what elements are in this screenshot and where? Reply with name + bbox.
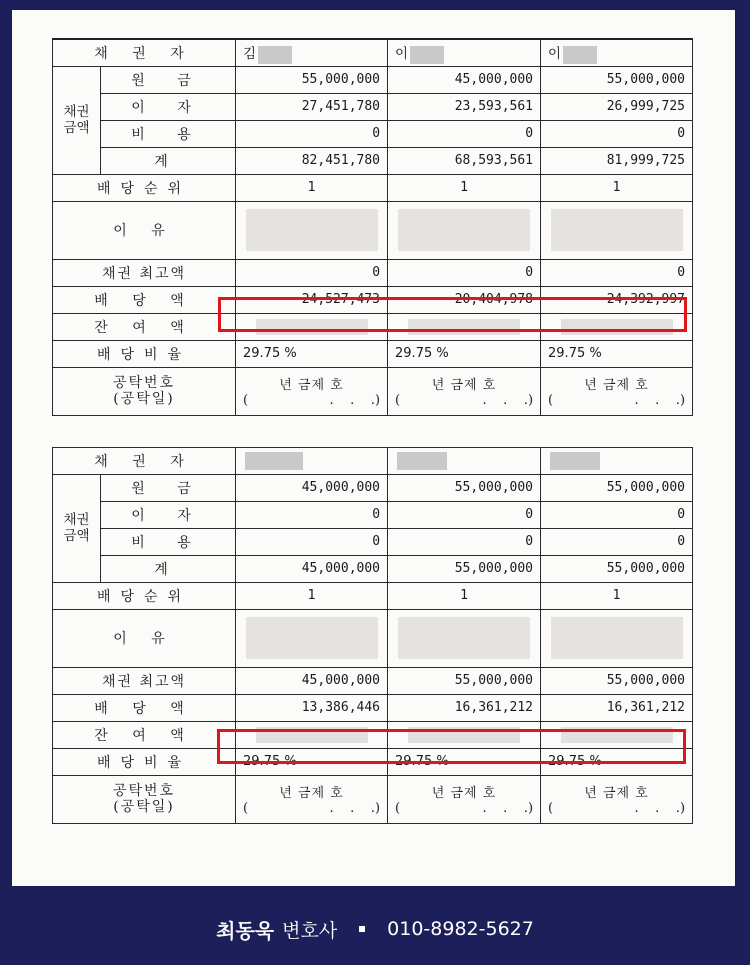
max-claim-value: 0 <box>236 259 388 286</box>
redacted-block <box>561 727 673 743</box>
interest-value: 0 <box>236 501 388 528</box>
cost-value: 0 <box>388 120 541 147</box>
interest-row <box>53 501 693 528</box>
interest-row <box>53 93 693 120</box>
total-value: 55,000,000 <box>541 555 693 582</box>
cost-row <box>53 528 693 555</box>
distribution-table <box>52 38 693 824</box>
creditor-label: 채 권 자 <box>53 39 236 66</box>
principal-value: 55,000,000 <box>541 474 693 501</box>
rank-value: 1 <box>388 174 541 201</box>
dividend-row <box>53 694 693 721</box>
principal-value: 55,000,000 <box>236 66 388 93</box>
ratio-label: 배당비율 <box>53 748 236 775</box>
creditor-row <box>53 39 693 66</box>
max-claim-row <box>53 259 693 286</box>
rank-value: 1 <box>541 174 693 201</box>
reason-redacted <box>388 609 541 667</box>
rank-value: 1 <box>388 582 541 609</box>
interest-label: 이 자 <box>101 93 236 120</box>
redacted-block <box>561 319 673 335</box>
claim-amount-group-label: 채권 금액 <box>53 474 101 582</box>
creditor-name <box>236 447 388 474</box>
balance-label: 잔 여 액 <box>53 721 236 748</box>
dividend-value: 24,392,997 <box>541 286 693 313</box>
redacted-name <box>245 452 303 470</box>
footer-contact <box>0 893 750 965</box>
lawyer-title: 변호사 <box>282 919 338 942</box>
balance-redacted <box>236 721 388 748</box>
total-label: 계 <box>101 555 236 582</box>
redacted-block <box>398 617 530 659</box>
interest-label: 이 자 <box>101 501 236 528</box>
cost-value: 0 <box>541 120 693 147</box>
deposit-cell: 년 금제 호 ( . . .) <box>541 367 693 415</box>
deposit-row <box>53 775 693 823</box>
redacted-name <box>258 46 292 64</box>
dividend-label: 배 당 액 <box>53 694 236 721</box>
reason-row <box>53 201 693 259</box>
reason-redacted <box>541 201 693 259</box>
interest-value: 0 <box>541 501 693 528</box>
deposit-cell: 년 금제 호 ( . . .) <box>236 367 388 415</box>
redacted-block <box>551 617 683 659</box>
rank-label: 배당순위 <box>53 582 236 609</box>
ratio-value: 29.75 % <box>388 340 541 367</box>
total-value: 68,593,561 <box>388 147 541 174</box>
ratio-value: 29.75 % <box>388 748 541 775</box>
principal-value: 45,000,000 <box>236 474 388 501</box>
redacted-name <box>397 452 447 470</box>
deposit-row <box>53 367 693 415</box>
balance-redacted <box>541 721 693 748</box>
max-claim-value: 0 <box>541 259 693 286</box>
reason-redacted <box>388 201 541 259</box>
cost-value: 0 <box>236 120 388 147</box>
deposit-cell: 년 금제 호 ( . . .) <box>388 367 541 415</box>
principal-label: 원 금 <box>101 66 236 93</box>
deposit-cell: 년 금제 호 ( . . .) <box>541 775 693 823</box>
ratio-row <box>53 748 693 775</box>
rank-row <box>53 582 693 609</box>
rank-row <box>53 174 693 201</box>
balance-redacted <box>388 313 541 340</box>
max-claim-label: 채권 최고액 <box>53 259 236 286</box>
ratio-value: 29.75 % <box>236 340 388 367</box>
balance-label: 잔 여 액 <box>53 313 236 340</box>
redacted-name <box>563 46 597 64</box>
reason-redacted <box>236 609 388 667</box>
dividend-value: 13,386,446 <box>236 694 388 721</box>
separator-dot-icon <box>359 926 365 932</box>
deposit-label: 공탁번호 (공탁일) <box>53 367 236 415</box>
deposit-cell: 년 금제 호 ( . . .) <box>388 775 541 823</box>
balance-redacted <box>541 313 693 340</box>
reason-label: 이 유 <box>53 609 236 667</box>
claim-amount-group-label: 채권 금액 <box>53 66 101 174</box>
section-gap <box>53 415 693 447</box>
rank-value: 1 <box>236 582 388 609</box>
total-label: 계 <box>101 147 236 174</box>
dividend-value: 24,527,473 <box>236 286 388 313</box>
cost-label: 비 용 <box>101 528 236 555</box>
dividend-value: 16,361,212 <box>541 694 693 721</box>
deposit-cell: 년 금제 호 ( . . .) <box>236 775 388 823</box>
redacted-block <box>551 209 683 251</box>
ratio-value: 29.75 % <box>541 748 693 775</box>
cost-value: 0 <box>388 528 541 555</box>
max-claim-value: 55,000,000 <box>388 667 541 694</box>
total-value: 45,000,000 <box>236 555 388 582</box>
cost-label: 비 용 <box>101 120 236 147</box>
rank-value: 1 <box>236 174 388 201</box>
creditor-row <box>53 447 693 474</box>
balance-row <box>53 313 693 340</box>
balance-row <box>53 721 693 748</box>
total-value: 82,451,780 <box>236 147 388 174</box>
creditor-name: 이 <box>388 39 541 66</box>
reason-redacted <box>541 609 693 667</box>
total-value: 81,999,725 <box>541 147 693 174</box>
creditor-name: 김 <box>236 39 388 66</box>
redacted-block <box>246 617 378 659</box>
ratio-value: 29.75 % <box>236 748 388 775</box>
balance-redacted <box>388 721 541 748</box>
total-value: 55,000,000 <box>388 555 541 582</box>
ratio-row <box>53 340 693 367</box>
principal-label: 원 금 <box>101 474 236 501</box>
rank-label: 배당순위 <box>53 174 236 201</box>
interest-value: 23,593,561 <box>388 93 541 120</box>
redacted-block <box>256 727 368 743</box>
ratio-value: 29.75 % <box>541 340 693 367</box>
dividend-value: 20,404,978 <box>388 286 541 313</box>
cost-value: 0 <box>236 528 388 555</box>
distribution-table-document <box>12 10 735 886</box>
creditor-name: 이 <box>541 39 693 66</box>
redacted-block <box>256 319 368 335</box>
max-claim-label: 채권 최고액 <box>53 667 236 694</box>
phone-number: 010-8982-5627 <box>387 918 534 940</box>
dividend-row <box>53 286 693 313</box>
balance-redacted <box>236 313 388 340</box>
max-claim-value: 0 <box>388 259 541 286</box>
dividend-value: 16,361,212 <box>388 694 541 721</box>
principal-value: 55,000,000 <box>388 474 541 501</box>
reason-row <box>53 609 693 667</box>
dividend-label: 배 당 액 <box>53 286 236 313</box>
redacted-block <box>408 319 520 335</box>
reason-label: 이 유 <box>53 201 236 259</box>
principal-value: 55,000,000 <box>541 66 693 93</box>
max-claim-value: 45,000,000 <box>236 667 388 694</box>
principal-value: 45,000,000 <box>388 66 541 93</box>
ratio-label: 배당비율 <box>53 340 236 367</box>
redacted-block <box>246 209 378 251</box>
interest-value: 26,999,725 <box>541 93 693 120</box>
redacted-name <box>550 452 600 470</box>
interest-value: 0 <box>388 501 541 528</box>
cost-row <box>53 120 693 147</box>
max-claim-row <box>53 667 693 694</box>
principal-row <box>53 66 693 93</box>
creditor-name <box>388 447 541 474</box>
max-claim-value: 55,000,000 <box>541 667 693 694</box>
reason-redacted <box>236 201 388 259</box>
creditor-label: 채 권 자 <box>53 447 236 474</box>
redacted-block <box>408 727 520 743</box>
total-row <box>53 147 693 174</box>
total-row <box>53 555 693 582</box>
cost-value: 0 <box>541 528 693 555</box>
redacted-name <box>410 46 444 64</box>
deposit-label: 공탁번호 (공탁일) <box>53 775 236 823</box>
principal-row <box>53 474 693 501</box>
redacted-block <box>398 209 530 251</box>
rank-value: 1 <box>541 582 693 609</box>
lawyer-name: 최동욱 <box>216 918 275 943</box>
interest-value: 27,451,780 <box>236 93 388 120</box>
creditor-name <box>541 447 693 474</box>
